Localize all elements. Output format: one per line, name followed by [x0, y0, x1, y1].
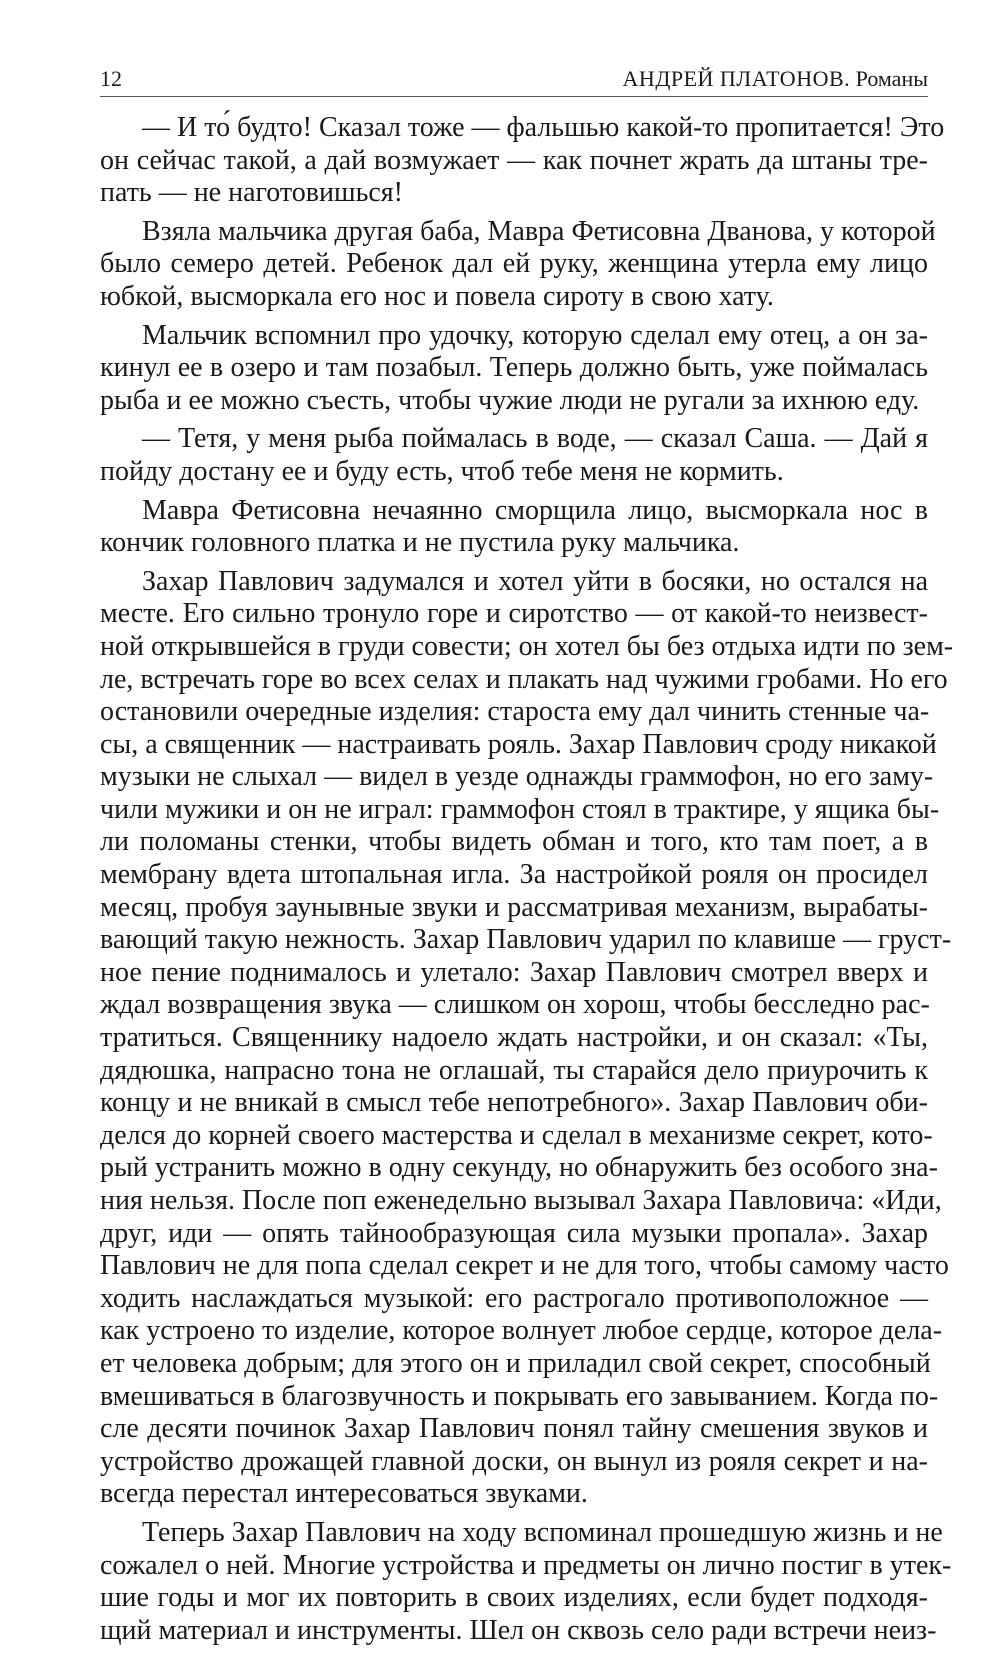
text-line: ждал возвращения звука — слишком он хорош, чтобы бесследно рас-: [100, 989, 930, 1021]
book-page: [100, 0, 954, 1646]
text-line: устройство дрожащей главной доски, он вынул из рояля секрет и на-: [100, 1445, 928, 1477]
paragraph: [100, 423, 928, 488]
paragraph: [100, 215, 936, 314]
text-line: рыба и ее можно съесть, чтобы чужие люди не ругали за ихнюю еду.: [100, 384, 920, 416]
text-line: ет человека добрым; для этого он и приладил свой секрет, способный: [100, 1347, 931, 1379]
text-line: месяц, пробуя заунывные звуки и рассматривая механизм, вырабаты-: [100, 891, 928, 923]
text-line: ходить наслаждаться музыкой: его растрогало противоположное —: [100, 1282, 928, 1314]
text-line: всегда перестал интересоваться звуками.: [100, 1478, 588, 1510]
text-line: он сейчас такой, а дай возмужает — как почнет жрать да штаны тре-: [100, 144, 928, 176]
text-line: — И то́ будто! Сказал тоже — фальшью какой-то пропитается! Это: [142, 112, 945, 143]
text-line: вмешиваться в благозвучность и покрывать его завыванием. Когда по-: [100, 1380, 939, 1412]
text-line: рый устранить можно в одну секунду, но обнаружить без особого зна-: [100, 1152, 938, 1184]
text-line: Павлович не для попа сделал секрет и не для того, чтобы самому часто: [100, 1250, 949, 1282]
text-line: ной открывшейся в груди совести; он хотел бы без отдыха идти по зем-: [100, 630, 954, 662]
header-author: АНДРЕЙ ПЛАТОНОВ.: [622, 66, 851, 91]
text-line: остановили очередные изделия: староста ему дал чинить стенные ча-: [100, 696, 930, 728]
page-number: 12: [100, 66, 122, 91]
paragraph: [100, 565, 954, 1511]
text-line: пойду достану ее и буду есть, чтоб тебе меня не кормить.: [100, 455, 784, 487]
header-title: [623, 62, 928, 96]
text-body: [100, 112, 954, 1653]
text-line: ле, встречать горе во всех селах и плакать над чужими гробами. Но его: [100, 663, 948, 695]
text-line: Взяла мальчика другая баба, Мавра Фетисовна Дванова, у которой: [142, 215, 936, 247]
text-line: делся до корней своего мастерства и сделал в механизме секрет, кото-: [100, 1119, 933, 1151]
text-line: ния нельзя. После поп еженедельно вызывал Захара Павловича: «Иди,: [100, 1185, 942, 1216]
text-line: шие годы и мог их повторить в своих изделиях, если будет подходя-: [100, 1582, 928, 1614]
text-line: чили мужики и он не играл: граммофон стоял в трактире, у ящика бы-: [100, 793, 940, 825]
text-line: кончик головного платка и не пустила руку мальчика.: [100, 527, 740, 559]
text-line: ное пение поднималось и улетало: Захар Павлович смотрел вверх и: [100, 956, 928, 988]
text-line: концу и не вникай в смысл тебе непотребного». Захар Павлович оби-: [100, 1087, 928, 1119]
text-line: щий материал и инструменты. Шел он сквозь село ради встречи неиз-: [100, 1614, 937, 1646]
text-line: Захар Павлович задумался и хотел уйти в босяки, но остался на: [142, 565, 928, 597]
text-line: как устроено то изделие, которое волнует любое сердце, которое дела-: [100, 1315, 943, 1347]
text-line: — Тетя, у меня рыба поймалась в воде, — сказал Саша. — Дай я: [142, 423, 928, 455]
text-line: ли поломаны стенки, чтобы видеть обман и того, кто там поет, а в: [100, 826, 928, 858]
paragraph: [100, 112, 945, 210]
header-book: Романы: [855, 66, 928, 91]
text-line: сожалел о ней. Многие устройства и предметы он лично постиг в утек-: [100, 1549, 952, 1581]
paragraph: [100, 1516, 952, 1647]
text-line: друг, иди — опять тайнообразующая сила музыки пропала». Захар: [100, 1217, 928, 1249]
text-line: Мавра Фетисовна нечаянно сморщила лицо, высморкала нос в: [142, 494, 928, 526]
text-line: Мальчик вспомнил про удочку, которую сделал ему отец, а он за-: [142, 319, 928, 351]
text-line: было семеро детей. Ребенок дал ей руку, женщина утерла ему лицо: [100, 248, 928, 280]
text-line: Теперь Захар Павлович на ходу вспоминал прошедшую жизнь и не: [142, 1516, 943, 1548]
text-line: сы, а священник — настраивать рояль. Захар Павлович сроду никакой: [100, 728, 937, 760]
text-line: месте. Его сильно тронуло горе и сиротство — от какой-то неизвест-: [100, 598, 928, 630]
text-line: мембрану вдета штопальная игла. За настройкой рояля он просидел: [100, 859, 928, 891]
text-line: дядюшка, напрасно тона не оглашай, ты старайся дело приурочить к: [100, 1054, 928, 1086]
text-line: сле десяти починок Захар Павлович понял тайну смешения звуков и: [100, 1413, 928, 1445]
running-head: [100, 62, 928, 97]
text-line: кинул ее в озеро и там позабыл. Теперь должно быть, уже поймалась: [100, 352, 928, 384]
text-line: юбкой, высморкала его нос и повела сироту в свою хату.: [100, 280, 774, 312]
text-line: музыки не слыхал — видел в уезде однажды граммофон, но его заму-: [100, 761, 934, 793]
text-line: пать — не наготовишься!: [100, 177, 403, 209]
paragraph: [100, 495, 928, 560]
paragraph: [100, 320, 928, 418]
text-line: вающий такую нежность. Захар Павлович ударил по клавише — груст-: [100, 924, 952, 956]
text-line: тратиться. Священнику надоело ждать настройки, и он сказал: «Ты,: [100, 1022, 928, 1054]
